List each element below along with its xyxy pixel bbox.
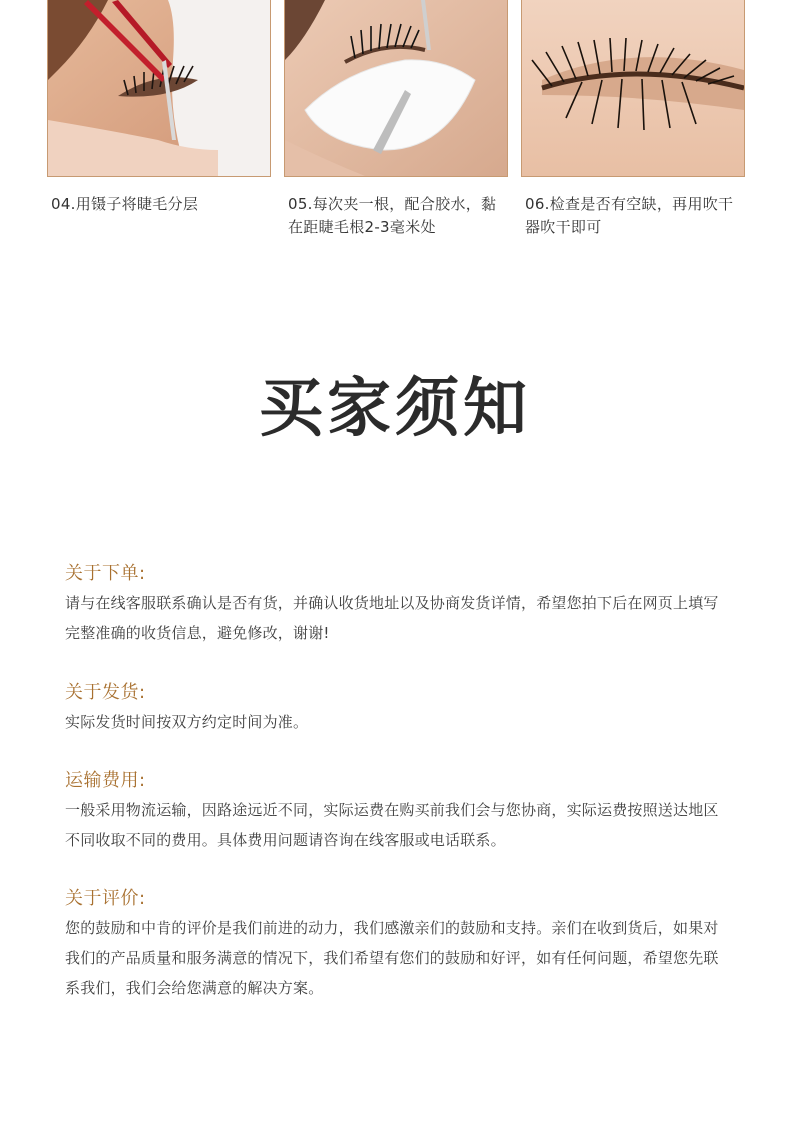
notice-title: 买家须知: [259, 372, 531, 446]
step-04: [47, 0, 271, 216]
section-freight: [65, 767, 729, 855]
step-05: [284, 0, 508, 239]
step-06: [521, 0, 745, 239]
section-ordering-heading: 关于下单:: [65, 563, 146, 584]
section-freight-body: 一般采用物流运输，因路途远近不同，实际运费在购买前我们会与您协商，实际运费按照送达地区不同收取不同的费用。具体费用问题请咨询在线客服或电话联系。: [65, 801, 719, 849]
section-shipping: [65, 679, 729, 737]
lash-application-with-pad-image: [285, 0, 507, 176]
section-shipping-body: 实际发货时间按双方约定时间为准。: [65, 713, 309, 731]
step-05-caption: 05.每次夹一根，配合胶水，黏在距睫毛根2-3毫米处: [288, 195, 497, 236]
section-reviews: [65, 885, 729, 1003]
section-reviews-heading: 关于评价:: [65, 888, 146, 909]
section-ordering: [65, 560, 729, 648]
section-ordering-body: 请与在线客服联系确认是否有货，并确认收货地址以及协商发货详情，希望您拍下后在网页上填写完整准确的收货信息，避免修改，谢谢!: [65, 594, 719, 642]
section-freight-heading: 运输费用:: [65, 770, 146, 791]
finished-lashes-closeup-image: [522, 0, 744, 176]
step-04-caption: 04.用镊子将睫毛分层: [51, 195, 199, 213]
step-gallery: [0, 0, 790, 270]
section-reviews-body: 您的鼓励和中肯的评价是我们前进的动力，我们感激亲们的鼓励和支持。亲们在收到货后，如果对我们的产品质量和服务满意的情况下，我们希望有您们的鼓励和好评，如有任何问题，希望您先联系我们，我们会给您满意的解决方案。: [65, 919, 719, 997]
step-05-photo: [284, 0, 508, 177]
section-shipping-heading: 关于发货:: [65, 682, 146, 703]
step-06-caption: 06.检查是否有空缺，再用吹干器吹干即可: [525, 195, 734, 236]
step-06-photo: [521, 0, 745, 177]
step-04-photo: [47, 0, 271, 177]
tweezers-separating-lashes-image: [48, 0, 270, 176]
